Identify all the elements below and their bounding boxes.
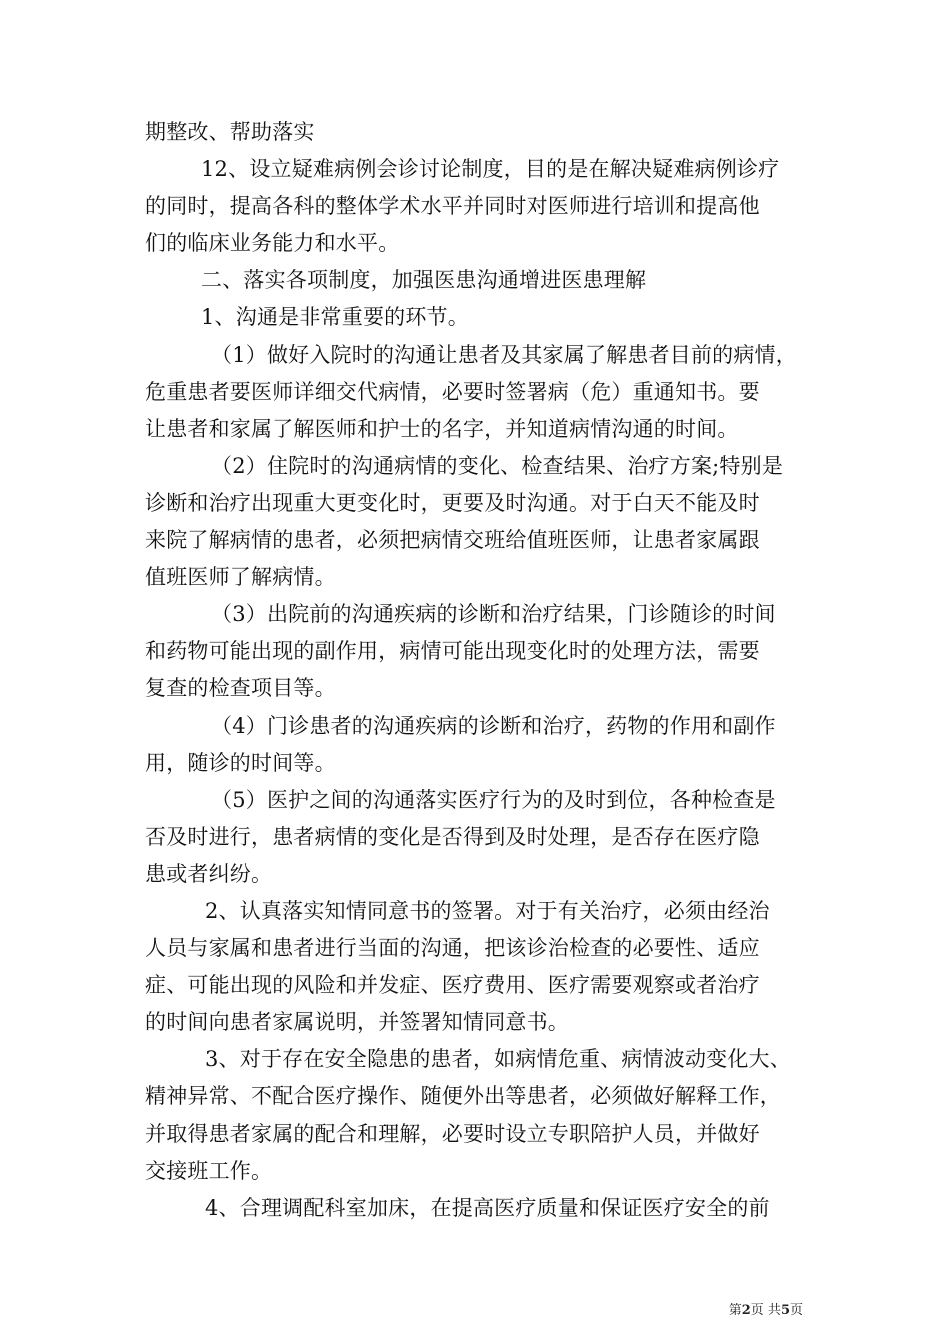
text-line: 复查的检查项目等。 bbox=[145, 676, 336, 701]
text-line: 危重患者要医师详细交代病情，必要时签署病（危）重通知书。要 bbox=[145, 379, 760, 404]
document-body bbox=[145, 114, 810, 1227]
text-line: 来院了解病情的患者，必须把病情交班给值班医师，让患者家属跟 bbox=[145, 528, 760, 553]
text-line: （3）出院前的沟通疾病的诊断和治疗结果，门诊随诊的时间 bbox=[211, 602, 776, 627]
text-line: （5）医护之间的沟通落实医疗行为的及时到位，各种检查是 bbox=[211, 787, 776, 812]
text-line: 交接班工作。 bbox=[145, 1158, 273, 1183]
text-line: 期整改、帮助落实 bbox=[145, 120, 315, 144]
text-line: （4）门诊患者的沟通疾病的诊断和治疗，药物的作用和副作 bbox=[211, 713, 776, 738]
text-line: 的同时，提高各科的整体学术水平并同时对医师进行培训和提高他 bbox=[145, 194, 760, 219]
total-page-number: 5 bbox=[780, 1303, 790, 1318]
footer-prefix: 第 bbox=[728, 1303, 742, 1318]
text-line: 症、可能出现的风险和并发症、医疗费用、医疗需要观察或者治疗 bbox=[145, 973, 760, 998]
text-line: 人员与家属和患者进行当面的沟通，把该诊治检查的必要性、适应 bbox=[145, 936, 760, 961]
footer-suffix: 页 bbox=[789, 1303, 803, 1318]
text-line: 诊断和治疗出现重大更变化时，更要及时沟通。对于白天不能及时 bbox=[145, 490, 760, 515]
text-line: 3、对于存在安全隐患的患者，如病情危重、病情波动变化大、 bbox=[205, 1047, 791, 1072]
text-line: 2、认真落实知情同意书的签署。对于有关治疗，必须由经治 bbox=[205, 898, 770, 923]
text-line: 们的临床业务能力和水平。 bbox=[145, 231, 400, 256]
text-line: （1）做好入院时的沟通让患者及其家属了解患者目前的病情， bbox=[211, 342, 797, 367]
text-line: 的时间向患者家属说明，并签署知情同意书。 bbox=[145, 1010, 569, 1035]
page-footer bbox=[729, 1303, 803, 1319]
footer-middle: 页 共 bbox=[750, 1303, 781, 1318]
text-line: 值班医师了解病情。 bbox=[145, 565, 336, 590]
current-page-number: 2 bbox=[741, 1303, 751, 1318]
text-line: 并取得患者家属的配合和理解，必要时设立专职陪护人员，并做好 bbox=[145, 1121, 760, 1146]
text-line: 4、合理调配科室加床，在提高医疗质量和保证医疗安全的前 bbox=[205, 1195, 770, 1220]
text-line: 精神异常、不配合医疗操作、随便外出等患者，必须做好解释工作， bbox=[145, 1084, 781, 1109]
text-line: （2）住院时的沟通病情的变化、检查结果、治疗方案;特别是 bbox=[211, 453, 784, 478]
text-line: 12、设立疑难病例会诊讨论制度，目的是在解决疑难病例诊疗 bbox=[201, 157, 780, 182]
text-line: 用，随诊的时间等。 bbox=[145, 750, 336, 775]
text-line: 否及时进行，患者病情的变化是否得到及时处理，是否存在医疗隐 bbox=[145, 824, 760, 849]
text-line: 和药物可能出现的副作用，病情可能出现变化时的处理方法，需要 bbox=[145, 639, 760, 664]
text-line: 1、沟通是非常重要的环节。 bbox=[201, 305, 469, 330]
section-heading: 二、落实各项制度，加强医患沟通增进医患理解 bbox=[201, 268, 647, 293]
text-line: 患或者纠纷。 bbox=[145, 861, 273, 886]
text-line: 让患者和家属了解医师和护士的名字，并知道病情沟通的时间。 bbox=[145, 416, 739, 441]
